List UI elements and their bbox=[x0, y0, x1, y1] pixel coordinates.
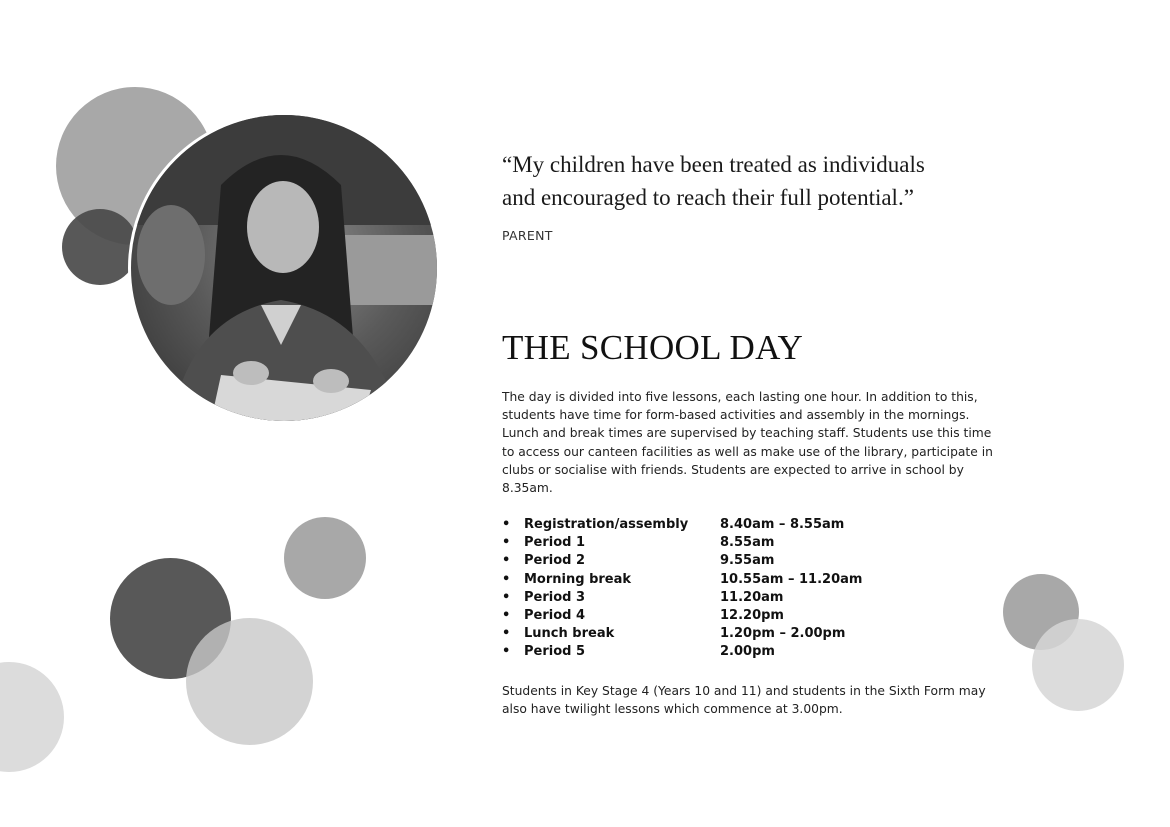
decorative-circle bbox=[62, 209, 138, 285]
schedule-time: 8.40am – 8.55am bbox=[720, 517, 845, 532]
schedule-time: 11.20am bbox=[720, 589, 784, 605]
schedule-time: 2.00pm bbox=[720, 644, 775, 660]
student-photo bbox=[128, 112, 440, 424]
bullet: • bbox=[502, 626, 511, 642]
schedule-label: Lunch break bbox=[524, 626, 615, 642]
schedule-label: Period 2 bbox=[524, 553, 586, 569]
decorative-circle bbox=[284, 517, 366, 599]
bullet: • bbox=[502, 607, 511, 623]
student-photo-illustration bbox=[131, 115, 437, 421]
section-heading: THE SCHOOL DAY bbox=[502, 328, 804, 367]
schedule-label: Period 5 bbox=[524, 644, 586, 660]
schedule-label: Period 4 bbox=[524, 607, 586, 623]
schedule-time: 9.55am bbox=[720, 553, 775, 569]
decorative-circle bbox=[0, 662, 64, 772]
quote-line: “My children have been treated as individuals bbox=[502, 152, 925, 177]
bullet: • bbox=[502, 589, 511, 605]
schedule-time: 12.20pm bbox=[720, 607, 784, 623]
twilight-lessons-note: Students in Key Stage 4 (Years 10 and 11) and students in the Sixth Form may also have twilight lessons which commence at 3.00pm. bbox=[502, 684, 986, 717]
intro-paragraph: The day is divided into five lessons, each lasting one hour. In addition to this, students have time for form-based activities and assembly in the mornings. Lunch and break times are supervised by teaching staff. Students use this time to access our canteen facilities as well as make use of the library, participate in clubs or socialise with friends. Students are expected to arrive in school by 8.35am. bbox=[502, 390, 993, 496]
quote-attribution: PARENT bbox=[502, 228, 553, 243]
parent-quote bbox=[502, 148, 1022, 214]
schedule-label: Period 3 bbox=[524, 589, 586, 605]
decorative-circle bbox=[1032, 619, 1124, 711]
schedule-time: 8.55am bbox=[720, 535, 775, 551]
schedule-label: Period 1 bbox=[524, 535, 586, 551]
decorative-circle bbox=[186, 618, 313, 745]
bullet: • bbox=[502, 644, 511, 660]
bullet: • bbox=[502, 553, 511, 569]
schedule-label: Morning break bbox=[524, 571, 632, 587]
schedule-time: 1.20pm – 2.00pm bbox=[720, 626, 846, 642]
bullet: • bbox=[502, 517, 511, 532]
bullet: • bbox=[502, 571, 511, 587]
schedule-label: Registration/assembly bbox=[524, 517, 689, 532]
quote-line: and encouraged to reach their full potential.” bbox=[502, 185, 914, 210]
bullet: • bbox=[502, 535, 511, 551]
schedule-time: 10.55am – 11.20am bbox=[720, 571, 863, 587]
